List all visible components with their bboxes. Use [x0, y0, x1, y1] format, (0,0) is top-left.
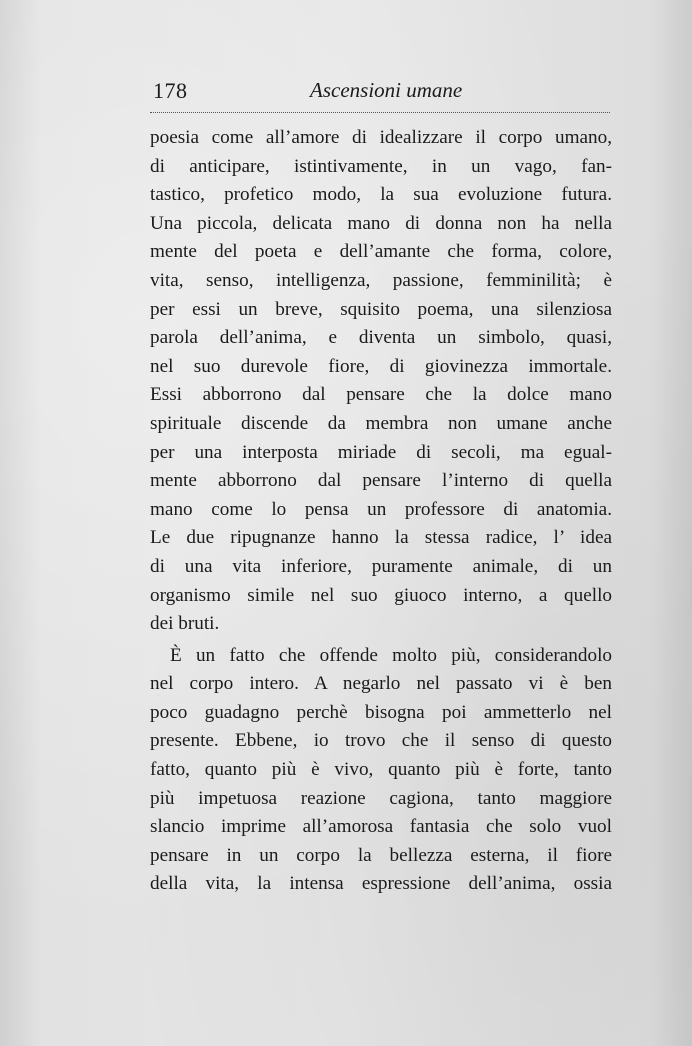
text-line: parola dell’anima, e diventa un simbolo, quasi, — [150, 327, 612, 349]
text-line: poco guadagno perchè bisogna poi ammetterlo nel — [150, 701, 612, 723]
text-line: Essi abborrono dal pensare che la dolce mano — [150, 384, 612, 406]
text-line: per essi un breve, squisito poema, una silenziosa — [150, 298, 612, 320]
text-line: presente. Ebbene, io trovo che il senso di questo — [150, 730, 612, 752]
text-line: della vita, la intensa espressione dell’anima, ossia — [150, 873, 612, 895]
text-line: vita, senso, intelligenza, passione, femminilità; è — [150, 269, 612, 291]
text-line: pensare in un corpo la bellezza esterna, il fiore — [150, 844, 612, 866]
text-line: dei bruti. — [150, 613, 220, 635]
text-line: organismo simile nel suo giuoco interno, a quello — [150, 584, 612, 606]
text-line: poesia come all’amore di idealizzare il corpo umano, — [150, 127, 612, 148]
page-header — [150, 78, 610, 108]
page-number: 178 — [153, 78, 188, 103]
text-line: mente abborrono dal pensare l’interno di quella — [150, 470, 612, 492]
body-text — [150, 124, 612, 899]
text-line: slancio imprime all’amorosa fantasia che solo vuol — [150, 816, 612, 838]
running-title: Ascensioni umane — [310, 78, 463, 102]
text-line: più impetuosa reazione cagiona, tanto maggiore — [150, 787, 612, 809]
text-line: mente del poeta e dell’amante che forma, colore, — [150, 241, 612, 263]
text-line: È un fatto che offende molto più, considerandolo — [170, 644, 612, 666]
text-line: spirituale discende da membra non umane anche — [150, 412, 612, 434]
text-line: fatto, quanto più è vivo, quanto più è forte, tanto — [150, 759, 612, 781]
paragraph-1 — [150, 124, 612, 639]
text-line: tastico, profetico modo, la sua evoluzione futura. — [150, 184, 612, 206]
text-line: per una interposta miriade di secoli, ma egual- — [150, 441, 612, 463]
text-line: di anticipare, istintivamente, in un vago, fan- — [150, 155, 612, 177]
text-line: nel suo durevole fiore, di giovinezza immortale. — [150, 355, 612, 377]
header-rule — [150, 112, 610, 113]
text-line: Le due ripugnanze hanno la stessa radice, l’ idea — [150, 527, 612, 549]
paragraph-2 — [150, 642, 612, 899]
text-line: nel corpo intero. A negarlo nel passato vi è ben — [150, 673, 612, 695]
text-line: mano come lo pensa un professore di anatomia. — [150, 498, 612, 520]
text-line: Una piccola, delicata mano di donna non ha nella — [150, 212, 612, 234]
text-line: di una vita inferiore, puramente animale, di un — [150, 555, 612, 577]
